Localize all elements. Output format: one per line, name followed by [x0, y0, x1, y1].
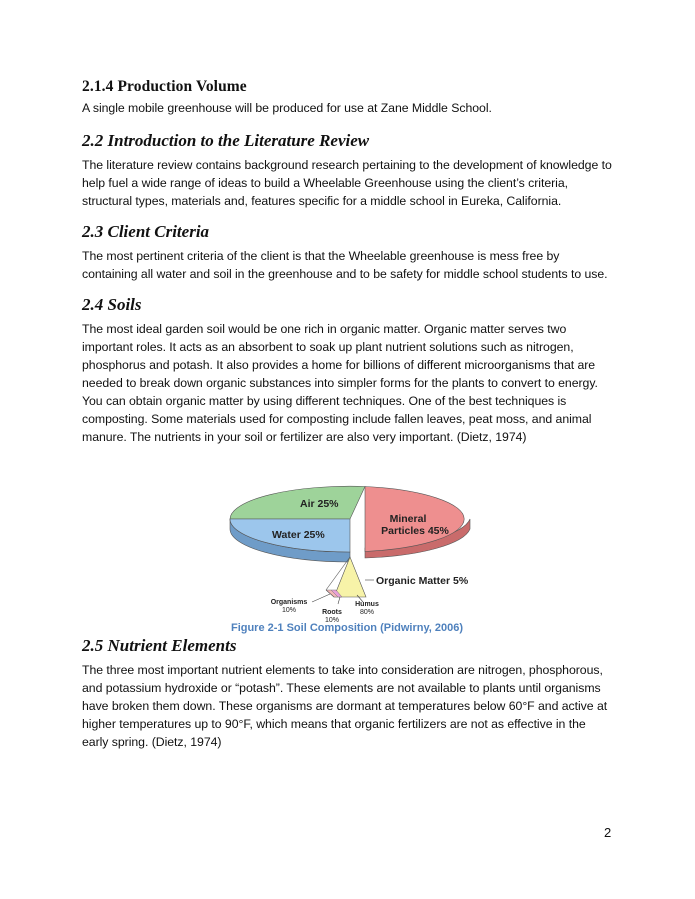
label-mineral-line2: Particles 45%	[381, 525, 449, 537]
soil-composition-pie-chart	[82, 462, 612, 622]
label-organic-matter: Organic Matter 5%	[376, 575, 469, 587]
label-organisms: Organisms	[270, 599, 308, 606]
label-humus: Humus	[355, 601, 379, 608]
heading-nutrient-elements: 2.5 Nutrient Elements	[82, 636, 237, 655]
paragraph-client-criteria: The most pertinent criteria of the client is that the Wheelable greenhouse is mess free by containing all water and soil in the greenhouse and to be safety for middle school students to use.	[82, 249, 608, 281]
heading-client-criteria: 2.3 Client Criteria	[82, 222, 210, 241]
label-air: Air 25%	[300, 498, 339, 510]
paragraph-literature-review: The literature review contains background research pertaining to the development of knowledge to help fuel a wide range of ideas to build a Wheelable Greenhouse using the client’s criteria, structural types, materials and, features specific for a middle school in Eureka, California.	[82, 158, 612, 208]
paragraph-production-volume: A single mobile greenhouse will be produced for use at Zane Middle School.	[82, 101, 492, 115]
paragraph-soils: The most ideal garden soil would be one rich in organic matter. Organic matter serves two important roles. It acts as an absorbent to soak up plant nutrient solutions such as nitrogen, phosphorus and potash. It also provides a home for billions of different microorganisms that are needed to break down organic substances into simpler forms for the plants to convert to energy. You can obtain organic matter by using different techniques. One of the best techniques is composting. Some materials used for composting include fallen leaves, peat moss, and animal manure. The nutrients in your soil or fertilizer are also very important. (Dietz, 1974)	[82, 322, 598, 444]
figure-caption: Figure 2-1 Soil Composition (Pidwirny, 2006)	[230, 622, 464, 634]
pie-slice-air	[230, 486, 365, 519]
label-roots-pct: 10%	[324, 617, 340, 622]
label-organisms-pct: 10%	[281, 607, 297, 614]
label-water: Water 25%	[272, 529, 325, 541]
heading-literature-review: 2.2 Introduction to the Literature Review	[82, 131, 370, 150]
page-content	[82, 78, 612, 751]
page-number: 2	[604, 825, 612, 840]
label-roots: Roots	[322, 609, 342, 616]
organic-matter-pyramid	[334, 557, 366, 597]
paragraph-nutrient-elements: The three most important nutrient elements to take into consideration are nitrogen, phosphorous, and potassium hydroxide or “potash”. These elements are not available to plants until organisms have broken them down. These organisms are dormant at temperatures below 60°F and active at higher temperatures up to 90°F, which means that organic fertilizers are not as effective in the early spring. (Dietz, 1974)	[82, 663, 608, 749]
heading-soils: 2.4 Soils	[82, 295, 142, 314]
label-humus-pct: 80%	[359, 609, 375, 616]
heading-production-volume: 2.1.4 Production Volume	[82, 78, 247, 95]
label-mineral-line1: Mineral	[389, 513, 427, 525]
soil-composition-figure	[82, 462, 612, 622]
